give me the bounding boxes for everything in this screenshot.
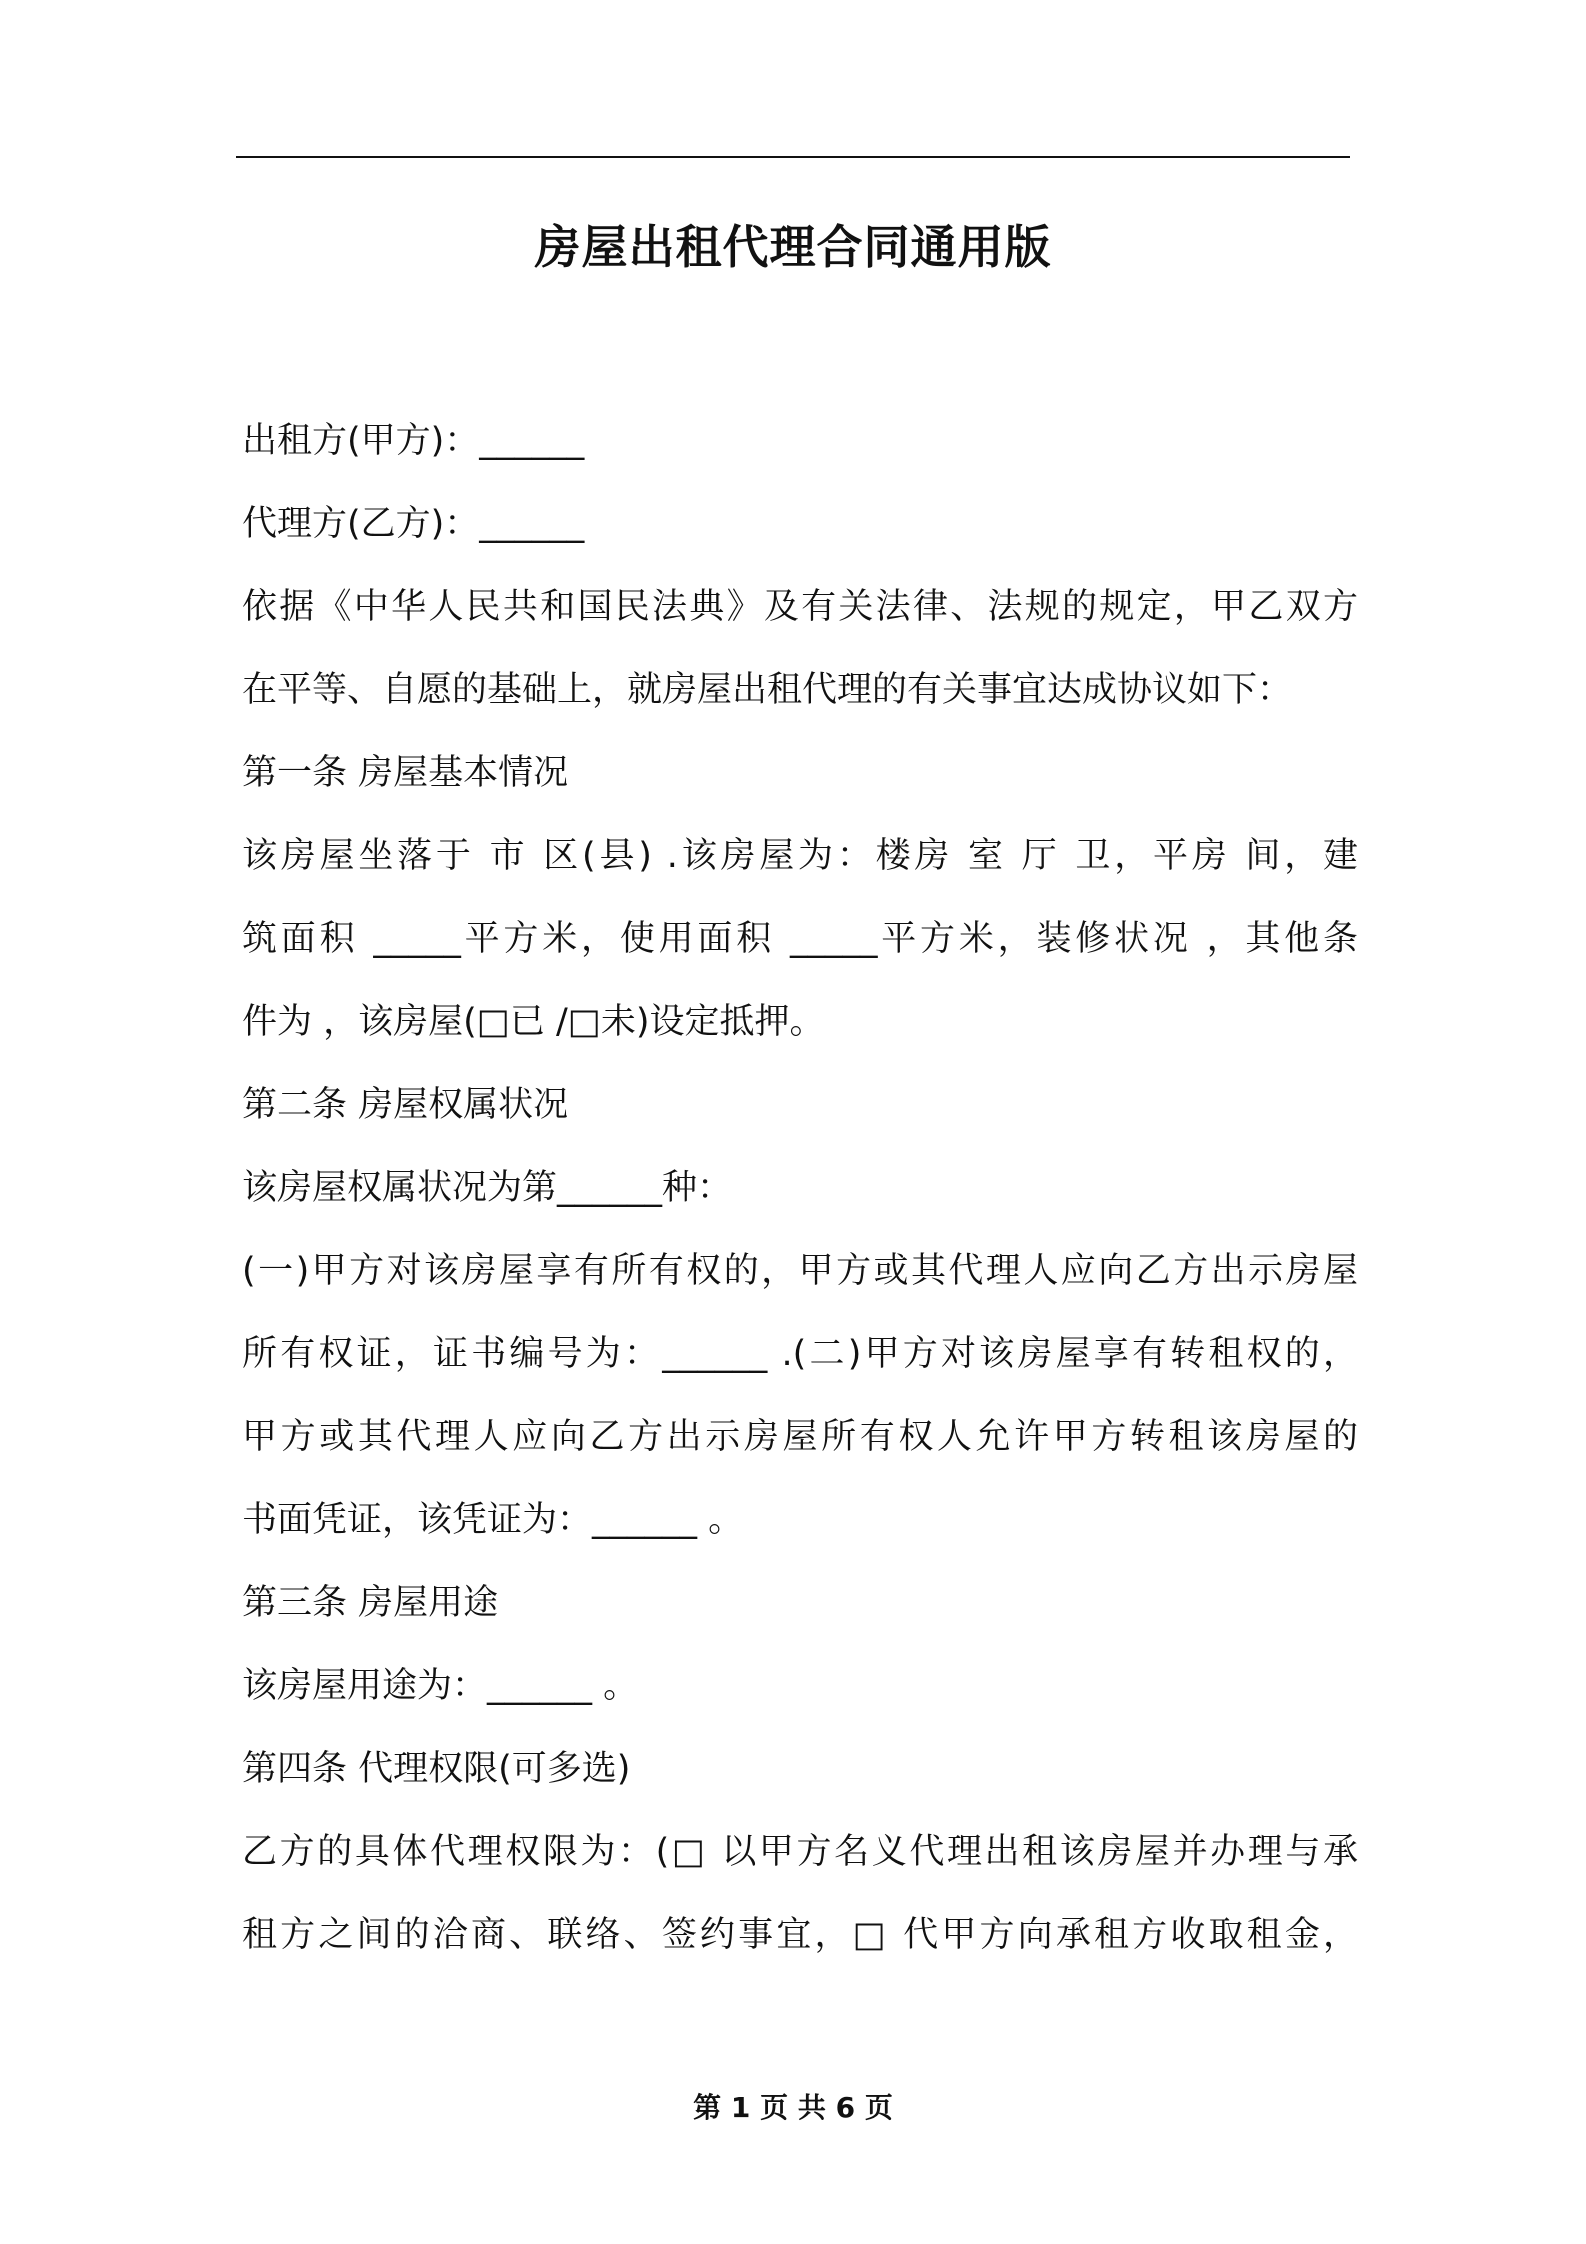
paragraph-line: 所有权证，证书编号为：______ .(二)甲方对该房屋享有转租权的， (242, 1334, 1358, 1374)
paragraph-line: 租方之间的洽商、联络、签约事宜，□ 代甲方向承租方收取租金， (242, 1915, 1358, 1955)
paragraph-line: 该房屋权属状况为第______种： (242, 1168, 733, 1208)
header-rule (236, 156, 1350, 158)
paragraph-line: 该房屋坐落于 市 区(县) .该房屋为：楼房 室 厅 卫，平房 间，建 (242, 836, 1358, 876)
article-3-heading: 第三条 房屋用途 (242, 1583, 499, 1623)
paragraph-line: 该房屋用途为：______ 。 (242, 1666, 639, 1706)
paragraph-line: 甲方或其代理人应向乙方出示房屋所有权人允许甲方转租该房屋的 (242, 1417, 1358, 1457)
lessor-field: 出租方(甲方)：______ (242, 421, 585, 461)
paragraph-line: 乙方的具体代理权限为：(□ 以甲方名义代理出租该房屋并办理与承 (242, 1832, 1358, 1872)
agent-field: 代理方(乙方)：______ (242, 504, 585, 544)
article-4-heading: 第四条 代理权限(可多选) (242, 1749, 631, 1789)
document-body (242, 400, 1358, 1977)
page-indicator: 第 1 页 共 6 页 (693, 2091, 893, 2124)
paragraph-line: 筑面积 _____平方米，使用面积 _____平方米，装修状况 ，其他条 (242, 919, 1358, 959)
paragraph-line: (一)甲方对该房屋享有所有权的，甲方或其代理人应向乙方出示房屋 (242, 1251, 1358, 1291)
paragraph-line: 书面凭证，该凭证为：______ 。 (242, 1500, 744, 1540)
document-title: 房屋出租代理合同通用版 (534, 220, 1052, 274)
paragraph-line: 件为 ，该房屋(□已 /□未)设定抵押。 (242, 1002, 825, 1042)
paragraph-line: 依据《中华人民共和国民法典》及有关法律、法规的规定，甲乙双方 (242, 587, 1358, 627)
paragraph-line: 在平等、自愿的基础上，就房屋出租代理的有关事宜达成协议如下： (242, 670, 1293, 710)
article-2-heading: 第二条 房屋权属状况 (242, 1085, 569, 1125)
article-1-heading: 第一条 房屋基本情况 (242, 753, 569, 793)
